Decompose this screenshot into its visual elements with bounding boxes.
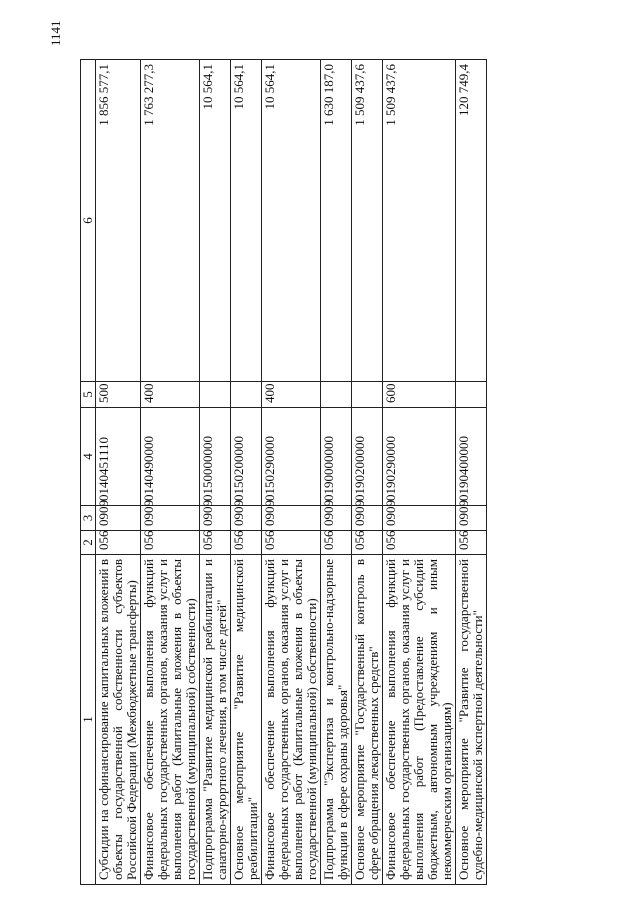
row-grbs: 056 bbox=[141, 531, 200, 555]
row-vr: 400 bbox=[262, 382, 321, 408]
row-name: Финансовое обеспечение выполнения функций федеральных государственных органов, оказания услуг и выполнения работ (Предоставление субсидий бюджетным, автономным учреждениям и иным некоммерческим организациям) bbox=[383, 555, 456, 885]
row-section: 0909 bbox=[352, 506, 383, 531]
row-amount: 1 509 437,6 bbox=[383, 60, 456, 382]
table-row bbox=[321, 60, 352, 885]
row-vr bbox=[200, 382, 231, 408]
row-vr bbox=[231, 382, 262, 408]
row-grbs: 056 bbox=[231, 531, 262, 555]
row-csr: 0150290000 bbox=[262, 408, 321, 506]
table-row bbox=[141, 60, 200, 885]
header-row bbox=[81, 60, 96, 885]
row-name: Субсидии на софинансирование капитальных вложений в объекты государственной собственности субъектов Российской Федерации (Межбюджетные трансферты) bbox=[96, 555, 141, 885]
row-section: 0909 bbox=[231, 506, 262, 531]
header-cell: 6 bbox=[81, 60, 96, 382]
row-amount: 10 564,1 bbox=[262, 60, 321, 382]
row-section: 0909 bbox=[321, 506, 352, 531]
row-section: 0909 bbox=[456, 506, 487, 531]
page-number: 1141 bbox=[48, 20, 63, 46]
row-section: 0909 bbox=[141, 506, 200, 531]
row-grbs: 056 bbox=[262, 531, 321, 555]
rotated-page-content bbox=[80, 59, 487, 885]
row-name: Финансовое обеспечение выполнения функций федеральных государственных органов, оказания услуг и выполнения работ (Капитальные вложения в объекты государственной (муниципальной) собственности) bbox=[141, 555, 200, 885]
row-amount: 1 509 437,6 bbox=[352, 60, 383, 382]
row-name: Основное мероприятие "Развитие медицинской реабилитации" bbox=[231, 555, 262, 885]
table-row bbox=[96, 60, 141, 885]
header-cell: 2 bbox=[81, 531, 96, 555]
row-csr: 0140451110 bbox=[96, 408, 141, 506]
row-grbs: 056 bbox=[456, 531, 487, 555]
row-section: 0909 bbox=[262, 506, 321, 531]
row-vr bbox=[352, 382, 383, 408]
row-amount: 10 564,1 bbox=[231, 60, 262, 382]
table-row bbox=[456, 60, 487, 885]
table-row bbox=[200, 60, 231, 885]
table-row bbox=[352, 60, 383, 885]
row-name: Основное мероприятие "Государственный контроль в сфере обращения лекарственных средств" bbox=[352, 555, 383, 885]
row-amount: 1 856 577,1 bbox=[96, 60, 141, 382]
row-grbs: 056 bbox=[352, 531, 383, 555]
header-cell: 5 bbox=[81, 382, 96, 408]
row-grbs: 056 bbox=[383, 531, 456, 555]
row-vr: 400 bbox=[141, 382, 200, 408]
row-csr: 0150000000 bbox=[200, 408, 231, 506]
row-grbs: 056 bbox=[96, 531, 141, 555]
row-section: 0909 bbox=[96, 506, 141, 531]
row-amount: 1 763 277,3 bbox=[141, 60, 200, 382]
table-row bbox=[231, 60, 262, 885]
row-csr: 0190000000 bbox=[321, 408, 352, 506]
row-csr: 0190400000 bbox=[456, 408, 487, 506]
header-cell: 1 bbox=[81, 555, 96, 885]
row-vr: 600 bbox=[383, 382, 456, 408]
row-name: Подпрограмма "Экспертиза и контрольно-надзорные функции в сфере охраны здоровья" bbox=[321, 555, 352, 885]
row-csr: 0190290000 bbox=[383, 408, 456, 506]
header-cell: 3 bbox=[81, 506, 96, 531]
row-grbs: 056 bbox=[321, 531, 352, 555]
row-csr: 0190200000 bbox=[352, 408, 383, 506]
table-row bbox=[383, 60, 456, 885]
row-amount: 120 749,4 bbox=[456, 60, 487, 382]
row-name: Основное мероприятие "Развитие государственной судебно-медицинской экспертной деятельности" bbox=[456, 555, 487, 885]
row-name: Подпрограмма "Развитие медицинской реабилитации и санаторно-курортного лечения, в том числе детей" bbox=[200, 555, 231, 885]
table-row bbox=[262, 60, 321, 885]
row-grbs: 056 bbox=[200, 531, 231, 555]
row-vr: 500 bbox=[96, 382, 141, 408]
row-csr: 0150200000 bbox=[231, 408, 262, 506]
row-section: 0909 bbox=[383, 506, 456, 531]
row-vr bbox=[456, 382, 487, 408]
row-amount: 1 630 187,0 bbox=[321, 60, 352, 382]
row-vr bbox=[321, 382, 352, 408]
row-amount: 10 564,1 bbox=[200, 60, 231, 382]
budget-table bbox=[80, 59, 487, 885]
row-section: 0909 bbox=[200, 506, 231, 531]
row-name: Финансовое обеспечение выполнения функций федеральных государственных органов, оказания услуг и выполнения работ (Капитальные вложения в объекты государственной (муниципальной) собственности) bbox=[262, 555, 321, 885]
row-csr: 0140490000 bbox=[141, 408, 200, 506]
header-cell: 4 bbox=[81, 408, 96, 506]
